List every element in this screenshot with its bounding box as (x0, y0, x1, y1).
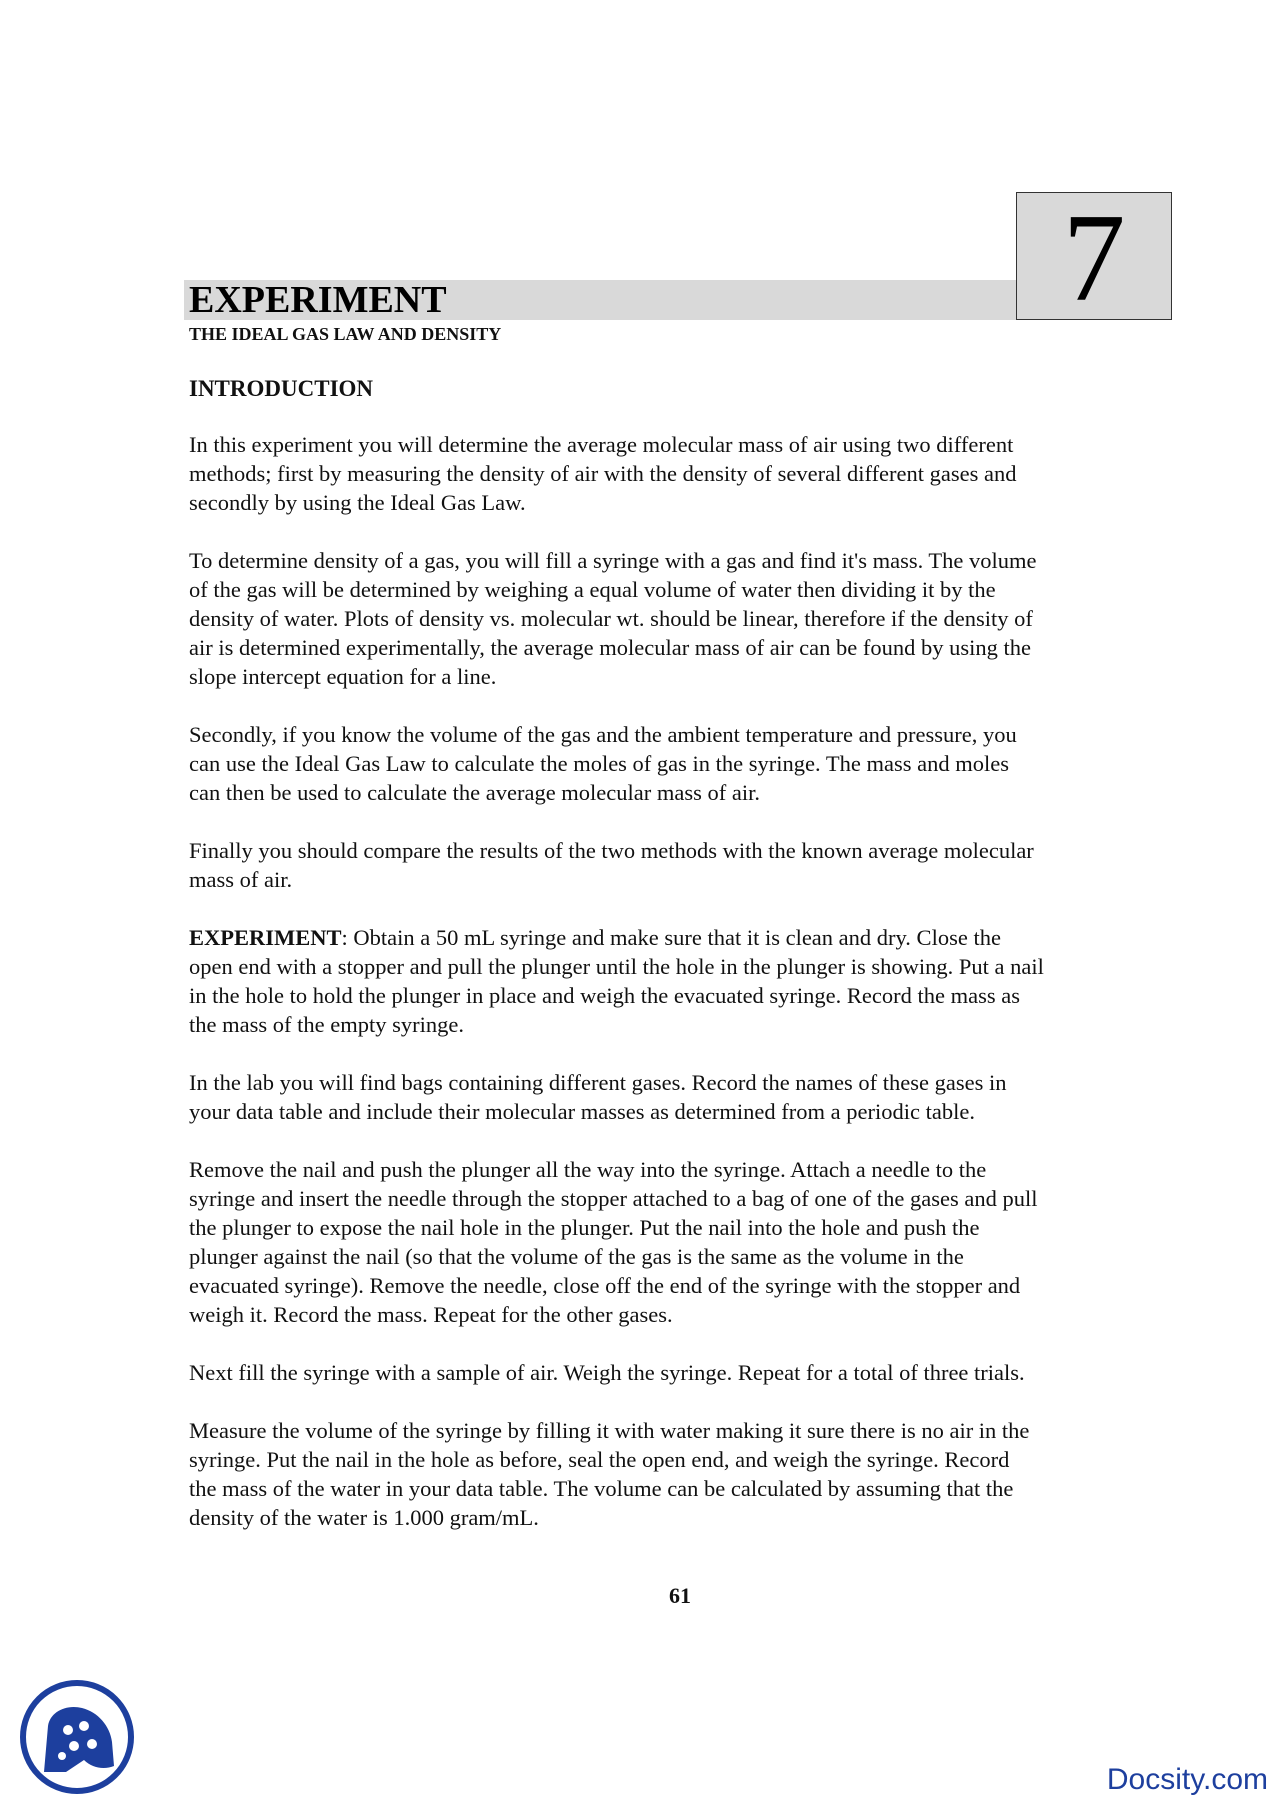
experiment-subtitle: THE IDEAL GAS LAW AND DENSITY (189, 324, 502, 344)
paragraph-line: syringe. Put the nail in the hole as before, seal the open end, and weigh the syringe. Record (189, 1447, 1010, 1472)
inline-heading-experiment: EXPERIMENT (189, 925, 342, 950)
docsity-logo-icon[interactable] (20, 1680, 134, 1794)
paragraph-line: the mass of the water in your data table. The volume can be calculated by assuming that the (189, 1476, 1014, 1501)
paragraph-line: can use the Ideal Gas Law to calculate the moles of gas in the syringe. The mass and moles (189, 751, 1009, 776)
paragraph-line: syringe and insert the needle through the stopper attached to a bag of one of the gases and pull (189, 1186, 1038, 1211)
paragraph (189, 1068, 1159, 1126)
paragraph (189, 430, 1159, 517)
paragraph-line: in the hole to hold the plunger in place and weigh the evacuated syringe. Record the mass as (189, 983, 1020, 1008)
paragraph (189, 546, 1159, 691)
paragraph-line: slope intercept equation for a line. (189, 664, 497, 689)
paragraph-line: Next fill the syringe with a sample of air. Weigh the syringe. Repeat for a total of three trials. (189, 1360, 1025, 1385)
paragraph-line: of the gas will be determined by weighing a equal volume of water then dividing it by the (189, 577, 996, 602)
paragraph-line: air is determined experimentally, the average molecular mass of air can be found by using the (189, 635, 1031, 660)
experiment-heading: EXPERIMENT (189, 279, 447, 321)
paragraph-line: open end with a stopper and pull the plunger until the hole in the plunger is showing. Put a nail (189, 954, 1044, 979)
paragraph-line: To determine density of a gas, you will fill a syringe with a gas and find it's mass. The volume (189, 548, 1037, 573)
docsity-logo-graphic (26, 1686, 128, 1788)
paragraph (189, 1358, 1159, 1387)
paragraph-line: Measure the volume of the syringe by filling it with water making it sure there is no air in the (189, 1418, 1030, 1443)
paragraph-line: plunger against the nail (so that the volume of the gas is the same as the volume in the (189, 1244, 964, 1269)
chapter-number: 7 (1062, 189, 1126, 328)
paragraph-line: your data table and include their molecular masses as determined from a periodic table. (189, 1099, 975, 1124)
paragraph-line: Finally you should compare the results of the two methods with the known average molecular (189, 838, 1034, 863)
paragraph-line: density of the water is 1.000 gram/mL. (189, 1505, 539, 1530)
paragraph-line: density of water. Plots of density vs. molecular wt. should be linear, therefore if the density of (189, 606, 1033, 631)
paragraph-line: the mass of the empty syringe. (189, 1012, 464, 1037)
paragraph-line: In this experiment you will determine the average molecular mass of air using two different (189, 432, 1014, 457)
paragraph (189, 720, 1159, 807)
paragraph-line: the plunger to expose the nail hole in the plunger. Put the nail into the hole and push the (189, 1215, 980, 1240)
paragraph-line: evacuated syringe). Remove the needle, close off the end of the syringe with the stopper and (189, 1273, 1021, 1298)
paragraph-line: In the lab you will find bags containing different gases. Record the names of these gases in (189, 1070, 1007, 1095)
paragraph-text: : Obtain a 50 mL syringe and make sure that it is clean and dry. Close the (341, 925, 1001, 950)
paragraph-line: Secondly, if you know the volume of the gas and the ambient temperature and pressure, you (189, 722, 1017, 747)
paragraph (189, 923, 1159, 1039)
body-text (189, 430, 1159, 1561)
paragraph-line: weigh it. Record the mass. Repeat for the other gases. (189, 1302, 673, 1327)
paragraph (189, 1416, 1159, 1532)
chapter-number-box (1016, 189, 1172, 328)
paragraph-line: mass of air. (189, 867, 293, 892)
paragraph-line: secondly by using the Ideal Gas Law. (189, 490, 526, 515)
paragraph-line: methods; first by measuring the density of air with the density of several different gases and (189, 461, 1017, 486)
section-heading-introduction: INTRODUCTION (189, 376, 374, 401)
paragraph-line (189, 923, 1159, 952)
paragraph (189, 1155, 1159, 1329)
page-number: 61 (669, 1583, 691, 1608)
docsity-watermark[interactable]: Docsity.com (1106, 1763, 1268, 1796)
paragraph-line: Remove the nail and push the plunger all the way into the syringe. Attach a needle to the (189, 1157, 987, 1182)
paragraph-line: can then be used to calculate the average molecular mass of air. (189, 780, 760, 805)
paragraph (189, 836, 1159, 894)
